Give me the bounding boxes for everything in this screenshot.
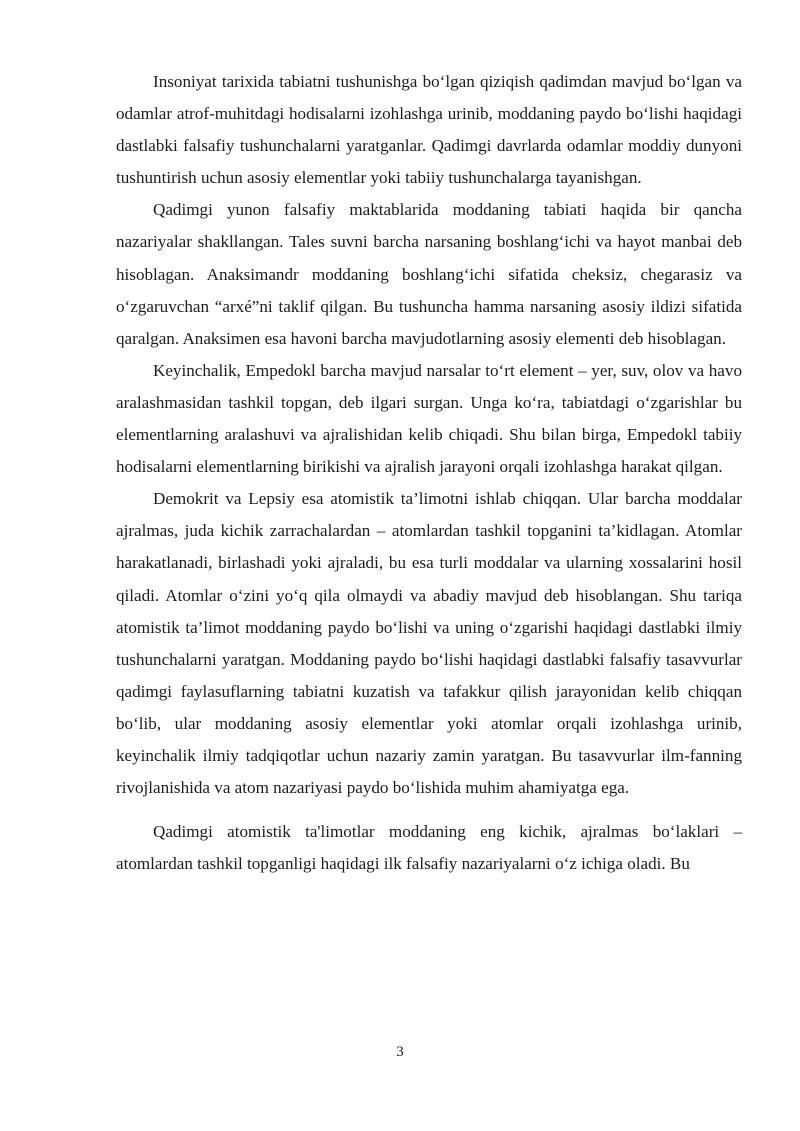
- paragraph: Keyinchalik, Empedokl barcha mavjud narsalar to‘rt element – yer, suv, olov va havo aralashmasidan tashkil topgan, deb ilgari surgan. Unga ko‘ra, tabiatdagi o‘zgarishlar bu elementlarning aralashuvi va ajralishidan kelib chiqadi. Shu bilan birga, Empedokl tabiiy hodisalarni elementlarning birikishi va ajralish jarayoni orqali izohlashga harakat qilgan.: [116, 360, 742, 477]
- paragraph: Qadimgi yunon falsafiy maktablarida moddaning tabiati haqida bir qancha nazariyalar shakllangan. Tales suvni barcha narsaning boshlang‘ichi va hayot manbai deb hisoblagan. Anaksimandr moddaning boshlang‘ichi sifatida cheksiz, chegarasiz va o‘zgaruvchan “arxé”ni taklif qilgan. Bu tushuncha hamma narsaning asosiy ildizi sifatida qaralgan. Anaksimen esa havoni barcha mavjudotlarning asosiy elementi deb hisoblagan.: [116, 200, 742, 348]
- paragraph: Demokrit va Lepsiy esa atomistik ta’limotni ishlab chiqqan. Ular barcha moddalar ajralmas, juda kichik zarrachalardan – atomlardan tashkil topganini ta’kidlagan. Atomlar harakatlanadi, birlashadi yoki ajraladi, bu esa turli moddalar va ularning xossalarini hosil qiladi. Atomlar o‘zini yo‘q qila olmaydi va abadiy mavjud deb hisoblangan. Shu tariqa atomistik ta’limot moddaning paydo bo‘lishi va uning o‘zgarishi haqidagi dastlabki ilmiy tushunchalarni yaratgan. Moddaning paydo bo‘lishi haqidagi dastlabki falsafiy tasavvurlar qadimgi faylasuflarning tabiatni kuzatish va tafakkur qilish jarayonidan kelib chiqqan bo‘lib, ular moddaning asosiy elementlar yoki atomlar orqali izohlashga urinib, keyinchalik ilmiy tadqiqotlar uchun nazariy zamin yaratgan. Bu tasavvurlar ilm-fanning rivojlanishida va atom nazariyasi paydo bo‘lishida muhim ahamiyatga ega.: [116, 489, 742, 798]
- document-body: [116, 66, 742, 880]
- paragraph: Qadimgi atomistik ta'limotlar moddaning eng kichik, ajralmas bo‘laklari – atomlardan tashkil topganligi haqidagi ilk falsafiy nazariyalarni o‘z ichiga oladi. Bu: [116, 822, 742, 874]
- paragraph: Insoniyat tarixida tabiatni tushunishga bo‘lgan qiziqish qadimdan mavjud bo‘lgan va odamlar atrof-muhitdagi hodisalarni izohlashga urinib, moddaning paydo bo‘lishi haqidagi dastlabki falsafiy tushunchalarni yaratganlar. Qadimgi davrlarda odamlar moddiy dunyoni tushuntirish uchun asosiy elementlar yoki tabiiy tushunchalarga tayanishgan.: [116, 72, 742, 188]
- page-number: 3: [396, 1044, 404, 1060]
